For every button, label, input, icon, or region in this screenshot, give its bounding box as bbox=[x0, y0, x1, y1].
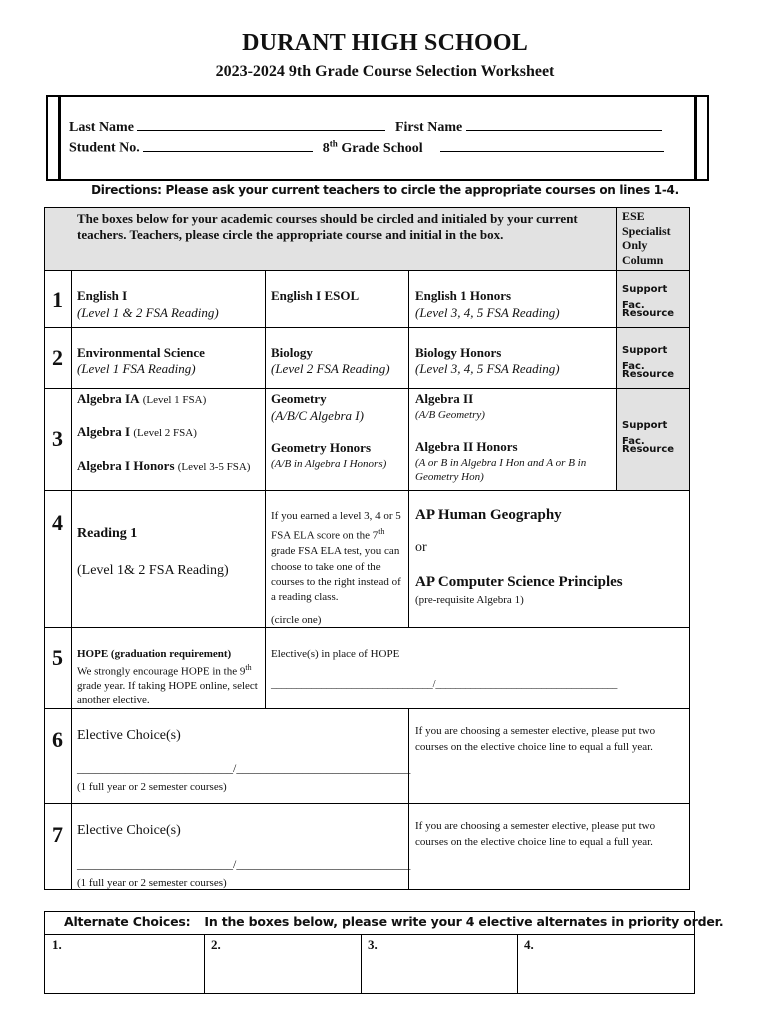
alternate-slot-4[interactable] bbox=[517, 934, 695, 994]
row-number: 1 bbox=[52, 287, 63, 312]
course-title: Environmental Science bbox=[77, 345, 205, 360]
first-name-field[interactable] bbox=[466, 120, 662, 131]
course-title: Algebra II Honors bbox=[415, 439, 518, 454]
course-title: AP Human Geography bbox=[415, 507, 562, 523]
course-requirement: (A/B Geometry) bbox=[415, 409, 485, 421]
course-option-cell[interactable] bbox=[71, 490, 266, 628]
course-title: Geometry Honors bbox=[271, 440, 372, 455]
course-requirement: (A or B in Algebra I Hon and A or B in Geometry Hon) bbox=[415, 457, 587, 483]
student-no-label: Student No. bbox=[69, 140, 140, 156]
alternate-slot-number: 2. bbox=[211, 937, 221, 952]
ese-resource: Resource bbox=[622, 369, 675, 380]
ese-resource: Resource bbox=[622, 444, 675, 455]
row-number: 2 bbox=[52, 345, 63, 370]
alternate-slot-2[interactable] bbox=[204, 934, 362, 994]
alternate-slot-number: 3. bbox=[368, 937, 378, 952]
directions-text: Directions: Please ask your current teachers to circle the appropriate courses on lines 1-4. bbox=[91, 183, 679, 197]
course-table bbox=[44, 207, 690, 890]
ese-support-fac: Support Fac. bbox=[622, 420, 668, 447]
or-label: or bbox=[415, 540, 427, 555]
course-option: Algebra I (Level 2 FSA) bbox=[77, 424, 197, 439]
course-title: English I ESOL bbox=[271, 288, 360, 303]
alternate-slot-number: 1. bbox=[52, 937, 62, 952]
ese-header-label: ESE Specialist Only Column bbox=[622, 209, 671, 267]
course-title: AP Computer Science Principles bbox=[415, 574, 623, 590]
course-requirement: (Level 2 FSA Reading) bbox=[271, 361, 390, 376]
elective-choice-label: Elective Choice(s) bbox=[77, 728, 181, 743]
row-number-cell bbox=[44, 708, 72, 804]
course-option: Algebra IA (Level 1 FSA) bbox=[77, 391, 207, 406]
course-title: Geometry bbox=[271, 391, 327, 406]
course-title: HOPE (graduation requirement) bbox=[77, 648, 232, 660]
elective-choice-note: (1 full year or 2 semester courses) bbox=[77, 781, 227, 793]
elective-choice-note: (1 full year or 2 semester courses) bbox=[77, 877, 227, 889]
row-number: 3 bbox=[52, 426, 63, 451]
course-requirement: (A/B in Algebra I Honors) bbox=[271, 458, 387, 470]
school-name: DURANT HIGH SCHOOL bbox=[242, 30, 528, 56]
ese-support-fac: Support Fac. bbox=[622, 284, 668, 311]
last-name-label: Last Name bbox=[69, 120, 134, 135]
worksheet-title: 2023-2024 9th Grade Course Selection Worksheet bbox=[215, 63, 555, 80]
circle-one-note: (circle one) bbox=[271, 614, 322, 626]
row-number: 7 bbox=[52, 822, 63, 847]
course-requirement: (Level 1& 2 FSA Reading) bbox=[77, 563, 229, 578]
last-name-field[interactable] bbox=[137, 120, 385, 131]
elective-replacement-cell bbox=[265, 627, 690, 709]
course-option: Algebra I Honors (Level 3-5 FSA) bbox=[77, 458, 251, 473]
elective-choice-label: Elective Choice(s) bbox=[77, 823, 181, 838]
course-requirement: (Level 3, 4, 5 FSA Reading) bbox=[415, 361, 560, 376]
row-number: 6 bbox=[52, 727, 63, 752]
alternate-slot-1[interactable] bbox=[44, 934, 205, 994]
student-no-field[interactable] bbox=[143, 141, 313, 152]
elective-choice-line[interactable]: __________________________/_____________________________ bbox=[77, 857, 411, 871]
student-info-box bbox=[46, 95, 709, 181]
course-title: Biology Honors bbox=[415, 345, 502, 360]
row-number: 4 bbox=[52, 510, 63, 535]
elective-replacement-line[interactable]: ________________________________/____________________________________ bbox=[271, 679, 618, 690]
course-requirement: (Level 3, 4, 5 FSA Reading) bbox=[415, 305, 560, 320]
semester-elective-note: If you are choosing a semester elective, please put two courses on the elective choice line to equal a full year. bbox=[415, 820, 656, 848]
alternate-slot-number: 4. bbox=[524, 937, 534, 952]
elective-choice-line[interactable]: __________________________/_____________________________ bbox=[77, 761, 411, 775]
course-title: Biology bbox=[271, 345, 313, 360]
course-title: English 1 Honors bbox=[415, 288, 512, 303]
alternate-slot-3[interactable] bbox=[361, 934, 518, 994]
alternate-header-text: Alternate Choices: In the boxes below, please write your 4 elective alternates in priority order. bbox=[64, 914, 724, 929]
semester-elective-note: If you are choosing a semester elective, please put two courses on the elective choice line to equal a full year. bbox=[415, 725, 656, 753]
grade-school-field[interactable] bbox=[440, 141, 664, 152]
row-number: 5 bbox=[52, 645, 63, 670]
reading-exemption-note: If you earned a level 3, 4 or 5 FSA ELA score on the 7th grade FSA ELA test, you can choose to take one of the courses to the right instead of a reading class. bbox=[271, 510, 401, 604]
course-requirement: (Level 1 FSA Reading) bbox=[77, 361, 196, 376]
first-name-label: First Name bbox=[394, 120, 463, 135]
course-requirement: (A/B/C Algebra I) bbox=[271, 408, 364, 423]
course-title: English I bbox=[77, 288, 128, 303]
info-cell bbox=[408, 708, 690, 804]
grade-school-label: 8th Grade School bbox=[322, 138, 423, 156]
ese-support-fac: Support Fac. bbox=[622, 345, 668, 372]
course-requirement: (pre-requisite Algebra 1) bbox=[415, 594, 524, 606]
table-instructions: The boxes below for your academic courses should be circled and initialed by your current teachers. Teachers, please circle the appropriate course and initial in the box. bbox=[77, 211, 578, 242]
course-title: Algebra II bbox=[415, 391, 474, 406]
alternate-choices-table bbox=[44, 911, 724, 994]
ese-resource: Resource bbox=[622, 308, 675, 319]
elective-replacement-label: Elective(s) in place of HOPE bbox=[271, 648, 400, 660]
course-title: Reading 1 bbox=[77, 526, 138, 541]
course-requirement: (Level 1 & 2 FSA Reading) bbox=[77, 305, 219, 320]
hope-note: We strongly encourage HOPE in the 9th grade year. If taking HOPE online, select another elective. bbox=[77, 663, 258, 706]
